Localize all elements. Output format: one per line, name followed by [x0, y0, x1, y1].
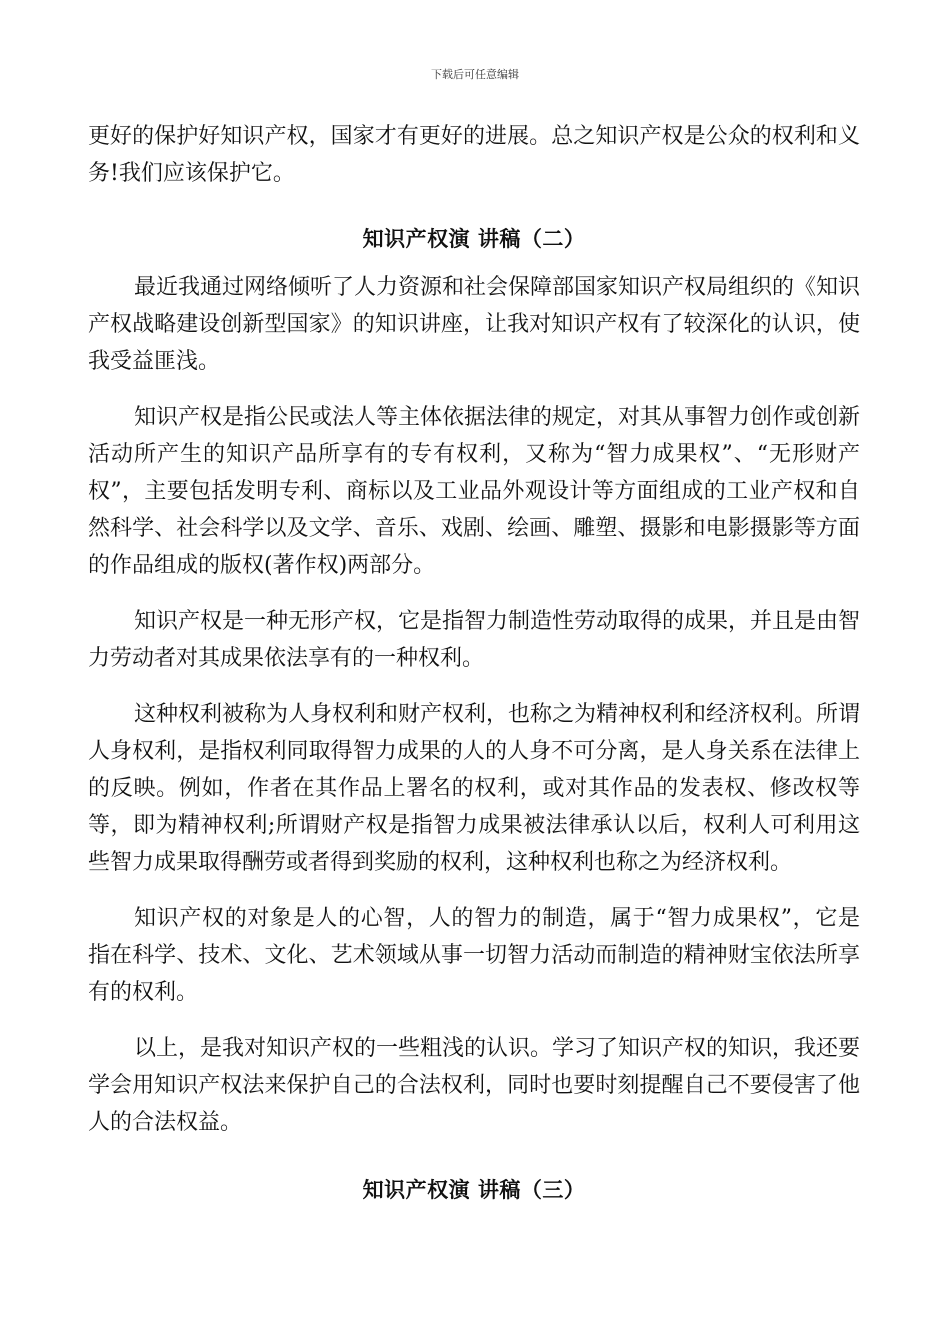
document-body	[88, 118, 860, 1208]
intro-paragraph: 更好的保护好知识产权，国家才有更好的进展。总之知识产权是公众的权利和义务!我们应该保护它。	[88, 124, 860, 186]
section-2-paragraph-6: 以上，是我对知识产权的一些粗浅的认识。学习了知识产权的知识，我还要学会用知识产权法来保护自己的合法权利，同时也要时刻提醒自己不要侵害了他人的合法权益。	[88, 1036, 861, 1135]
section-2-paragraph-2: 知识产权是指公民或法人等主体依据法律的规定，对其从事智力创作或创新活动所产生的知识产品所享有的专有权利，又称为“智力成果权”、“无形财产权”，主要包括发明专利、商标以及工业品外观设计等方面组成的工业产权和自然科学、社会科学以及文学、音乐、戏剧、绘画、雕塑、摄影和电影摄影等方面的作品组成的版权(著作权)两部分。	[88, 405, 861, 578]
section-3-title: 知识产权演 讲稿（三）	[362, 1177, 586, 1202]
section-2-title: 知识产权演 讲稿（二）	[362, 226, 586, 251]
section-2-paragraph-3: 知识产权是一种无形产权，它是指智力制造性劳动取得的成果，并且是由智力劳动者对其成果依法享有的一种权利。	[88, 609, 861, 671]
section-2-paragraph-5: 知识产权的对象是人的心智，人的智力的制造，属于“智力成果权”，它是指在科学、技术、文化、艺术领域从事一切智力活动而制造的精神财宝依法所享有的权利。	[88, 906, 860, 1005]
section-2-paragraph-1: 最近我通过网络倾听了人力资源和社会保障部国家知识产权局组织的《知识产权战略建设创新型国家》的知识讲座，让我对知识产权有了较深化的认识，使我受益匪浅。	[88, 275, 861, 374]
header-note: 下载后可任意编辑	[431, 68, 519, 81]
section-2-paragraph-4: 这种权利被称为人身权利和财产权利，也称之为精神权利和经济权利。所谓人身权利，是指权利同取得智力成果的人的人身不可分离，是人身关系在法律上的反映。例如，作者在其作品上署名的权利，或对其作品的发表权、修改权等等，即为精神权利;所谓财产权是指智力成果被法律承认以后，权利人可利用这些智力成果取得酬劳或者得到奖励的权利，这种权利也称之为经济权利。	[88, 702, 861, 875]
